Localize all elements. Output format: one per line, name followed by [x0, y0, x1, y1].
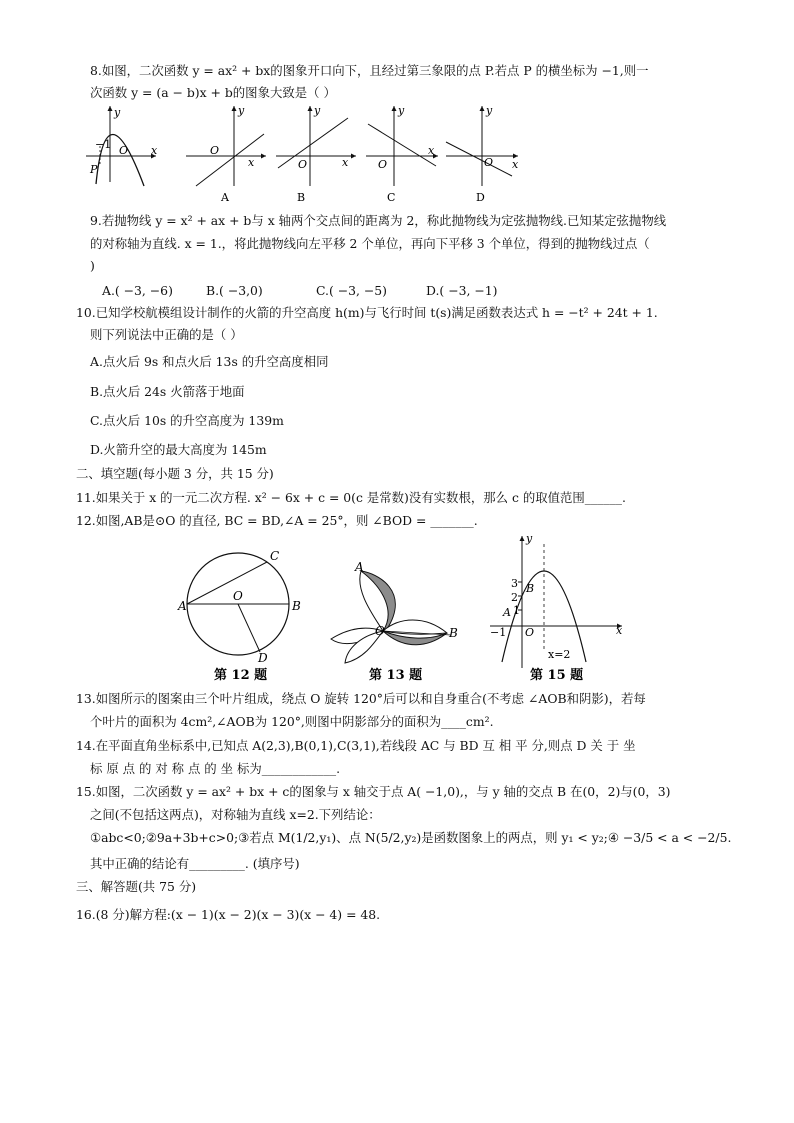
q15-line2: 之间(不包括这两点)，对称轴为直线 x=2.下列结论：	[90, 807, 381, 822]
q8-minus1-label: −1	[95, 138, 112, 151]
q16-text: 16.(8 分)解方程:(x − 1)(x − 2)(x − 3)(x − 4) = 48.	[76, 907, 381, 922]
q10-line1: 10.已知学校航模组设计制作的火箭的升空高度 h(m)与飞行时间 t(s)满足函数表达式 h = −t² + 24t + 1.	[76, 305, 658, 320]
q8-option-a-label: A	[221, 191, 229, 204]
q8-x-label: x	[151, 144, 158, 157]
fig15-y: y	[526, 532, 533, 545]
q10-line2: 则下列说法中正确的是（ ）	[90, 327, 243, 342]
q8-a-x: x	[248, 156, 255, 169]
q10-option-b: B.点火后 24s 火箭落于地面	[90, 384, 245, 399]
q9-option-d: D.( −3, −1)	[426, 283, 498, 298]
fig12-d: D	[258, 651, 268, 665]
q10-option-d: D.火箭升空的最大高度为 145m	[90, 442, 267, 457]
q9-line3: )	[90, 258, 95, 273]
section3-heading: 三、解答题(共 75 分)	[76, 879, 197, 894]
q8-option-d-label: D	[476, 191, 485, 204]
q8-b-y: y	[314, 104, 321, 117]
fig15-a: A	[503, 606, 511, 619]
fig13	[325, 555, 465, 685]
q8-d-o: O	[484, 156, 494, 169]
q8-d-y: y	[486, 104, 493, 117]
fig12-o: O	[233, 589, 243, 603]
fig13-b: B	[449, 626, 458, 640]
section2-heading: 二、填空题(每小题 3 分，共 15 分)	[76, 466, 274, 481]
fig15-n3: 3	[511, 577, 518, 590]
q8-c-y: y	[398, 104, 405, 117]
q8-option-c-label: C	[387, 191, 396, 204]
q8-option-a-graph	[186, 104, 266, 204]
q13-line2: 个叶片的面积为 4cm²,∠AOB为 120°,则图中阴影部分的面积为____cm².	[90, 714, 494, 729]
fig15-minus1: −1	[490, 626, 507, 639]
fig13-a: A	[355, 560, 364, 574]
fig15-caption: 第 15 题	[530, 668, 584, 683]
q8-option-c-graph	[366, 104, 438, 204]
fig15	[486, 530, 631, 685]
q10-option-c: C.点火后 10s 的升空高度为 139m	[90, 413, 284, 428]
q12-text: 12.如图,AB是⊙O 的直径, BC = BD,∠A = 25°，则 ∠BOD = _______.	[76, 513, 478, 528]
q15-line3: ①abc<0;②9a+3b+c>0;③若点 M(1/2,y₁)、点 N(5/2,y₂)是函数图象上的两点，则 y₁ < y₂;④ −3/5 < a < −2/5.	[90, 830, 732, 845]
fig13-o: O	[375, 624, 385, 638]
fig12-caption: 第 12 题	[214, 668, 268, 683]
fig15-n1: 1	[513, 604, 520, 617]
q9-option-b: B.( −3,0)	[206, 283, 263, 298]
q8-c-x: x	[428, 144, 435, 157]
q8-option-b-label: B	[297, 191, 306, 204]
q8-option-b-graph	[276, 104, 356, 204]
q10-option-a: A.点火后 9s 和点火后 13s 的升空高度相同	[90, 354, 329, 369]
fig15-axis: x=2	[548, 648, 571, 661]
q8-option-d-graph	[446, 104, 519, 204]
q15-line4: 其中正确的结论有_________. (填序号)	[90, 856, 300, 871]
q9-line1: 9.若抛物线 y = x² + ax + b与 x 轴两个交点间的距离为 2，称此抛物线为定弦抛物线.已知某定弦抛物线	[90, 213, 667, 228]
fig15-o: O	[525, 626, 535, 639]
q8-d-x: x	[512, 158, 519, 171]
q8-c-o: O	[378, 158, 388, 171]
q14-line1: 14.在平面直角坐标系中,已知点 A(2,3),B(0,1),C(3,1),若线段 AC 与 BD 互 相 平 分,则点 D 关 于 坐	[76, 738, 636, 753]
q8-p-label: P	[90, 163, 98, 176]
fig12	[176, 540, 316, 685]
q8-parabola-figure	[86, 106, 158, 186]
q8-y-label: y	[114, 106, 121, 119]
q9-option-a: A.( −3, −6)	[102, 283, 173, 298]
q8-b-o: O	[298, 158, 308, 171]
q8-line2: 次函数 y = (a − b)x + b的图象大致是（ ）	[90, 85, 336, 100]
q14-line2: 标 原 点 的 对 称 点 的 坐 标为____________.	[90, 761, 341, 776]
q15-line1: 15.如图，二次函数 y = ax² + bx + c的图象与 x 轴交于点 A( −1,0),，与 y 轴的交点 B 在(0，2)与(0，3)	[76, 784, 671, 799]
fig12-b: B	[292, 599, 301, 613]
fig12-c: C	[270, 549, 280, 563]
q8-b-x: x	[342, 156, 349, 169]
fig15-x: x	[616, 624, 623, 637]
fig12-a: A	[178, 599, 187, 613]
fig15-n2: 2	[511, 591, 518, 604]
fig13-caption: 第 13 题	[369, 668, 423, 683]
q8-o-label: O	[119, 144, 129, 157]
q9-line2: 的对称轴为直线. x = 1.，将此抛物线向左平移 2 个单位，再向下平移 3 个单位，得到的抛物线过点（	[90, 236, 650, 251]
q13-line1: 13.如图所示的图案由三个叶片组成，绕点 O 旋转 120°后可以和自身重合(不考虑 ∠AOB和阴影)，若每	[76, 691, 646, 706]
fig15-b: B	[526, 582, 535, 595]
q8-a-y: y	[238, 104, 245, 117]
q8-figures	[86, 104, 526, 204]
q8-a-o: O	[210, 144, 220, 157]
q9-option-c: C.( −3, −5)	[316, 283, 387, 298]
q11-text: 11.如果关于 x 的一元二次方程. x² − 6x + c = 0(c 是常数)没有实数根，那么 c 的取值范围______.	[76, 490, 626, 505]
q8-line1: 8.如图，二次函数 y = ax² + bx的图象开口向下，且经过第三象限的点 P.若点 P 的横坐标为 −1,则一	[90, 63, 649, 78]
